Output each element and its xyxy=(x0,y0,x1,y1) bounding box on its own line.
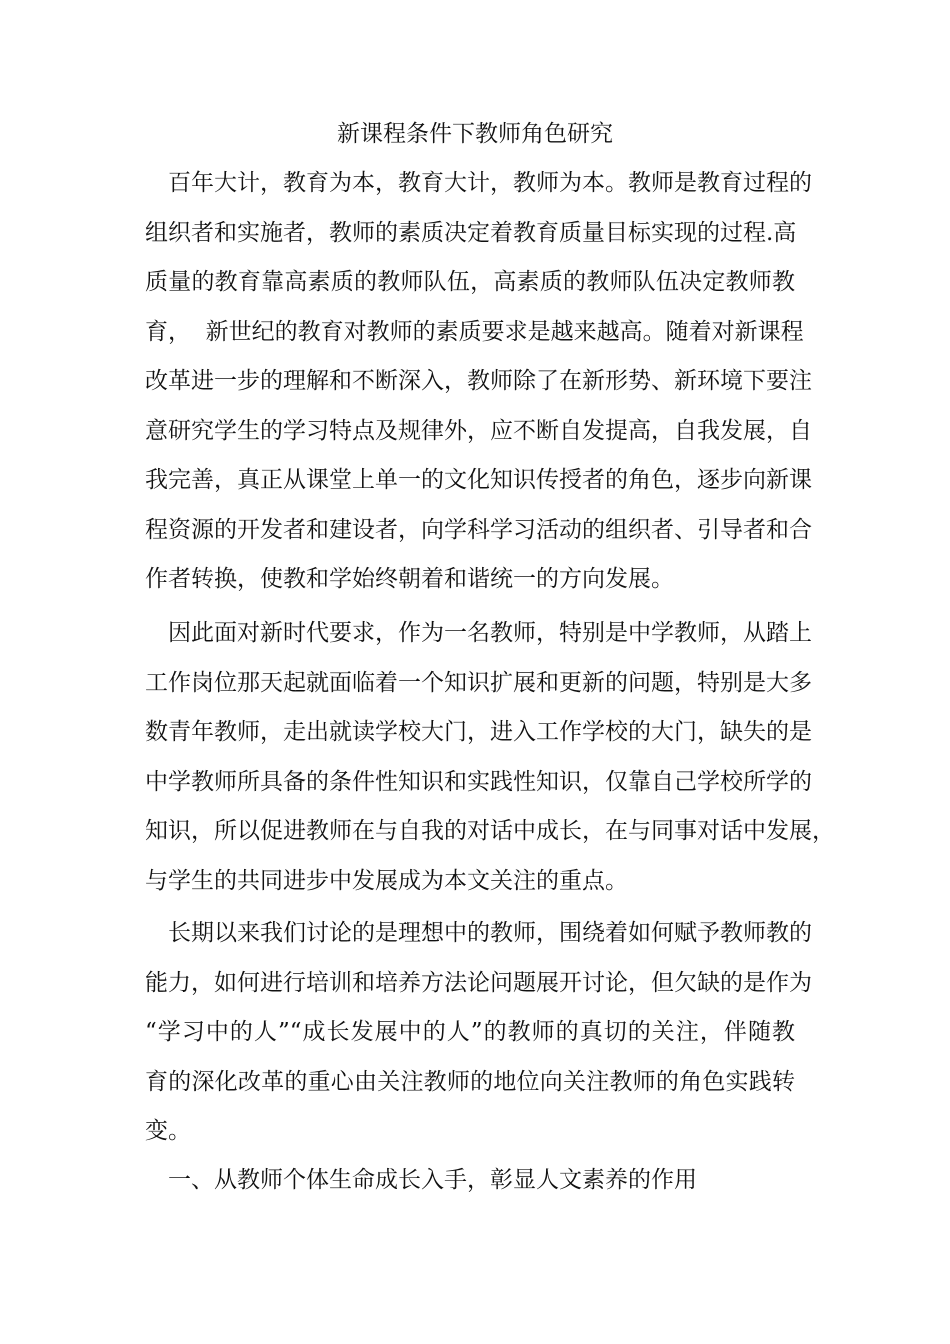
paragraph-line: 变。 xyxy=(145,1118,191,1144)
paragraph-line: 数青年教师，走出就读学校大门，进入工作学校的大门，缺失的是 xyxy=(145,719,812,745)
paragraph-line: 百年大计，教育为本，教育大计，教师为本。教师是教育过程的 xyxy=(168,170,812,196)
paragraph-1 xyxy=(145,159,812,605)
paragraph-line: 与学生的共同进步中发展成为本文关注的重点。 xyxy=(145,867,628,894)
paragraph-line: 意研究学生的学习特点及规律外，应不断自发提高，自我发展，自 xyxy=(145,417,812,444)
paragraph-line: 育， 新世纪的教育对教师的素质要求是越来越高。随着对新课程 xyxy=(145,318,804,345)
paragraph-line: 改革进一步的理解和不断深入，教师除了在新形势、新环境下要注 xyxy=(145,368,812,394)
paragraph-line: 因此面对新时代要求，作为一名教师，特别是中学教师，从踏上 xyxy=(168,620,812,646)
paragraph-line: 中学教师所具备的条件性知识和实践性知识，仅靠自己学校所学的 xyxy=(145,768,812,795)
paragraph-line: 作者转换，使教和学始终朝着和谐统一的方向发展。 xyxy=(145,566,674,592)
paragraph-line: 工作岗位那天起就面临着一个知识扩展和更新的问题，特别是大多 xyxy=(145,669,812,696)
section-heading: 一、从教师个体生命成长入手，彰显人文素养的作用 xyxy=(168,1167,697,1193)
paragraph-3 xyxy=(145,909,812,1157)
paragraph-line: 质量的教育靠高素质的教师队伍，高素质的教师队伍决定教师教 xyxy=(145,269,795,295)
paragraph-line: 程资源的开发者和建设者，向学科学习活动的组织者、引导者和合 xyxy=(145,516,812,543)
document-title: 新课程条件下教师角色研究 xyxy=(337,121,613,147)
paragraph-line: “学习中的人”“成长发展中的人”的教师的真切的关注，伴随教 xyxy=(145,1019,795,1045)
paragraph-line: 知识，所以促进教师在与自我的对话中成长，在与同事对话中发展， xyxy=(145,818,835,844)
paragraph-line: 我完善，真正从课堂上单一的文化知识传授者的角色，逐步向新课 xyxy=(145,467,812,493)
paragraph-2 xyxy=(145,609,835,906)
paragraph-line: 能力，如何进行培训和培养方法论问题展开讨论，但欠缺的是作为 xyxy=(145,969,812,996)
paragraph-line: 组织者和实施者，教师的素质决定着教育质量目标实现的过程.高 xyxy=(145,219,797,246)
paragraph-line: 育的深化改革的重心由关注教师的地位向关注教师的角色实践转 xyxy=(145,1068,795,1095)
paragraph-line: 长期以来我们讨论的是理想中的教师，围绕着如何赋予教师教的 xyxy=(168,920,812,946)
